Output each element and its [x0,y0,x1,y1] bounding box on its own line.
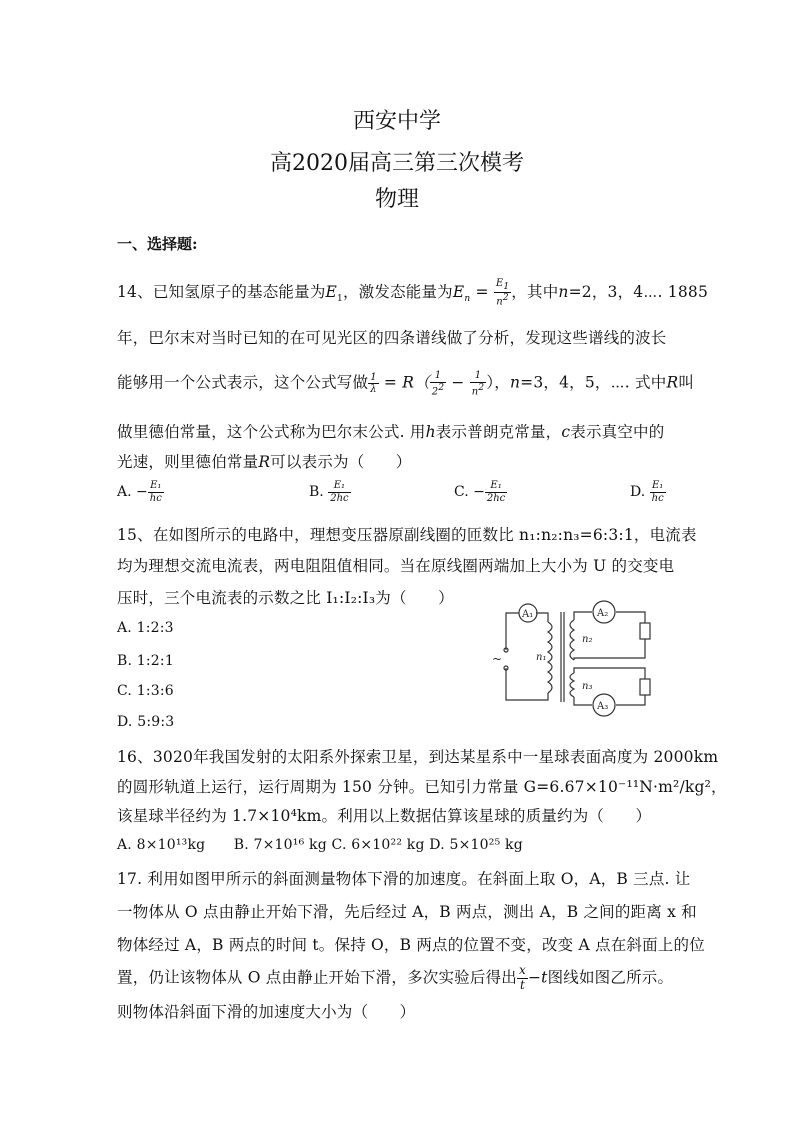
q14-option-c: C. − $\frac{\text{E₁}}{2hc}$ [454,480,506,504]
ammeter-a1-label: A₁ [522,609,534,620]
q15-line-3: 压时，三个电流表的示数之比 I₁:I₂:I₃为（ ） [117,589,454,607]
ac-source-symbol: ~ [492,652,503,666]
q14-option-b: B. $\frac{\text{E₁}}{2hc}$ [309,480,349,504]
q15-option-b: B. 1:2:1 [117,653,174,669]
q16-line-2: 的圆形轨道上运行，运行周期为 150 分钟。已知引力常量 G=6.67×10⁻¹¹N·m²/kg²， [117,778,727,796]
q15-line-1: 15、在如图所示的电路中，理想变压器原副线圈的匝数比 n₁:n₂:n₃=6:3:1，电流表 [117,526,697,544]
q15-line-2: 均为理想交流电流表，两电阻阻值相同。当在原线圈两端加上大小为 U 的交变电 [117,557,675,575]
q16-options: A. 8×10¹³kg B. 7×10¹⁶ kg C. 6×10²² kg D. 5×10²⁵ kg [117,837,523,853]
exam-title: 高2020届高三第三次模考 [270,151,524,176]
q14-line-3: 能够用一个公式表示，这个公式写做 $\frac{1}{\lambda}$ = R（ $\frac{1}{2^2}$ − $\frac{1}{n^2}$ ），n=3，4，5，⋯. 式中R叫 [117,370,695,397]
q17-line-3: 物体经过 A，B 两点的时间 t。保持 O，B 两点的位置不变，改变 A 点在斜面上的位 [117,936,705,954]
school-title: 西安中学 [352,109,441,134]
q17-line-2: 一物体从 O 点由静止开始下滑，先后经过 A，B 两点，测出 A，B 之间的距离 x 和 [117,903,697,921]
coil-n3-label: n₃ [582,681,593,692]
q15-option-a: A. 1:2:3 [117,620,174,636]
q15-option-d: D. 5:9:3 [117,714,175,730]
q14-line-2: 年，巴尔末对当时已知的在可见光区的四条谱线做了分析，发现这些谱线的波长 [117,329,667,347]
q14-line-1: 14、已知氢原子的基态能量为$E_1$，激发态能量为$E_n$ = $\frac{E_1}{n^2}$ ，其中n=2，3，4⋯. 1885 [117,278,709,308]
ammeter-a2-label: A₂ [597,608,609,619]
ammeter-a3-label: A₃ [597,701,609,712]
coil-n2-label: n₂ [582,634,593,645]
q14-line-5: 光速，则里德伯常量R可以表示为（ ） [117,453,412,471]
coil-n1-label: n₁ [536,652,547,663]
q15-option-c: C. 1:3:6 [117,683,174,699]
q16-line-3: 该星球半径约为 1.7×10⁴km。利用以上数据估算该星球的质量约为（ ） [117,807,652,825]
q17-line-1: 17. 利用如图甲所示的斜面测量物体下滑的加速度。在斜面上取 O，A，B 三点. 让 [117,870,691,888]
q17-line-4: 置，仍让该物体从 O 点由静止开始下滑，多次实验后得出 $\frac{x}{t}$ −t图线如图乙所示。 [117,963,674,992]
q17-line-5: 则物体沿斜面下滑的加速度大小为（ ） [117,1003,416,1021]
q14-line-4: 做里德伯常量，这个公式称为巴尔末公式. 用h表示普朗克常量，c表示真空中的 [117,423,665,441]
subject-title: 物理 [374,187,419,212]
transformer-circuit-figure [488,598,663,720]
section-title: 一、选择题: [117,235,198,253]
q14-option-d: D. $\frac{\text{E₁}}{hc}$ [630,480,664,504]
q16-line-1: 16、3020年我国发射的太阳系外探索卫星，到达某星系中一星球表面高度为 2000km [117,748,719,766]
q14-option-a: A. − $\frac{\text{E₁}}{hc}$ [117,480,162,504]
